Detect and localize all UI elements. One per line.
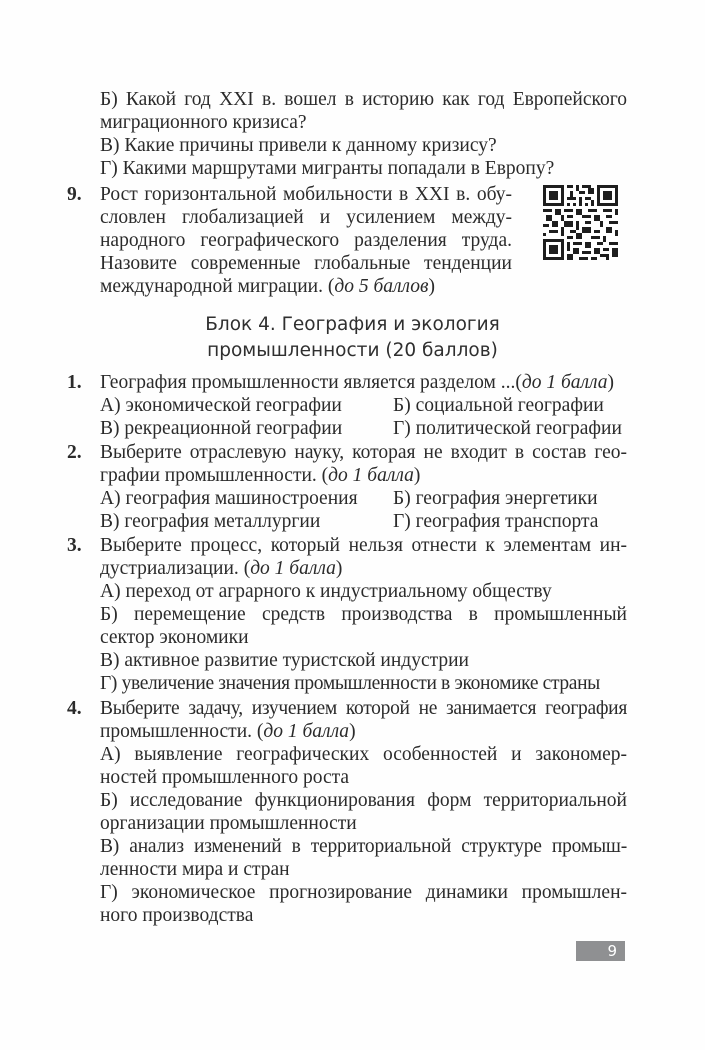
points-label: до 1 балла xyxy=(328,465,414,486)
option-b-cont: миграционного кризиса? xyxy=(100,112,307,133)
option-v: В) география металлургии xyxy=(100,511,321,532)
question-line: промышленности. (до 1 балла) xyxy=(100,721,356,742)
question-line-last: международной миграции. (до 5 баллов) xyxy=(100,276,435,297)
question-line: графии промышленности. (до 1 балла) xyxy=(100,465,421,486)
question-number: 9. xyxy=(67,184,82,205)
option-v: В) анализ изменений в территориальной структуре промыш- xyxy=(100,836,627,857)
option-g: Г) политической географии xyxy=(393,418,622,439)
question-line: Назовите современные глобальные тенденции xyxy=(100,253,512,274)
page-number: 9 xyxy=(576,941,625,961)
option-g-cont: ного производства xyxy=(100,905,254,926)
question-text-main: География промышленности является разделом ... xyxy=(100,372,516,393)
option-b: Б) Какой год XXI в. вошел в историю как год Европейского xyxy=(100,89,627,110)
question-body xyxy=(100,534,627,695)
section-heading-line1: Блок 4. География и экология xyxy=(205,314,500,335)
option-v: В) Какие причины привели к данному кризису? xyxy=(100,135,497,156)
section-heading-line2: промышленности (20 баллов) xyxy=(207,340,498,361)
options-row xyxy=(100,510,627,533)
question-body xyxy=(100,441,627,533)
question-line: словлен глобализацией и усилением между- xyxy=(100,207,512,228)
option-b-cont: организации промышленности xyxy=(100,813,357,834)
option-v: В) рекреационной географии xyxy=(100,418,343,439)
options-row xyxy=(100,394,627,417)
option-a: А) география машиностроения xyxy=(100,488,358,509)
question-line: Рост горизонтальной мобильности в XXI в. обу- xyxy=(100,184,512,205)
points-label: до 1 балла xyxy=(250,558,336,579)
option-b: Б) перемещение средств производства в промышленный xyxy=(100,604,627,625)
options-row xyxy=(100,417,627,440)
question-number: 1. xyxy=(67,372,82,393)
option-v-cont: ленности мира и стран xyxy=(100,859,290,880)
option-b-cont: сектор экономики xyxy=(100,627,249,648)
points-label: до 5 баллов xyxy=(334,276,429,297)
option-a: А) экономической географии xyxy=(100,395,342,416)
options-row xyxy=(100,487,627,510)
question-body xyxy=(100,697,627,927)
option-g: Г) география транспорта xyxy=(393,511,599,532)
option-g: Г) экономическое прогнозирование динамики промышлен- xyxy=(100,882,627,903)
question-body xyxy=(100,371,627,440)
qr-code-icon[interactable] xyxy=(543,185,618,260)
option-b: Б) география энергетики xyxy=(393,488,598,509)
option-a: А) выявление географических особенностей и закономер- xyxy=(100,744,627,765)
option-g: Г) увеличение значения промышленности в экономике страны xyxy=(100,673,600,694)
question-number: 4. xyxy=(67,698,82,719)
question-line: дустриализации. (до 1 балла) xyxy=(100,558,343,579)
question-text xyxy=(100,183,512,298)
question-text-end: международной миграции. xyxy=(100,276,323,297)
option-b: Б) исследование функционирования форм территориальной xyxy=(100,790,627,811)
points-label: до 1 балла xyxy=(263,721,350,742)
question-text-end: промышленности. xyxy=(100,721,253,742)
question-text-end: графии промышленности. xyxy=(100,465,317,486)
question-number: 3. xyxy=(67,535,82,556)
points-label: до 1 балла xyxy=(521,372,608,393)
question-number: 2. xyxy=(67,442,82,463)
section-heading xyxy=(0,312,705,364)
prev-question-options xyxy=(100,88,627,180)
question-text: География промышленности является разделом ...(до 1 балла) xyxy=(100,372,614,393)
option-a-cont: ностей промышленного роста xyxy=(100,767,350,788)
option-g: Г) Какими маршрутами мигранты попадали в Европу? xyxy=(100,158,555,179)
option-a: А) переход от аграрного к индустриальному обществу xyxy=(100,581,552,602)
question-line: Выберите задачу, изучением которой не занимается география xyxy=(100,698,627,719)
question-line: народного географического разделения труда. xyxy=(100,230,512,251)
option-v: В) активное развитие туристской индустрии xyxy=(100,650,469,671)
question-line: Выберите процесс, который нельзя отнести к элементам ин- xyxy=(100,535,627,556)
question-text-end: дустриализации. xyxy=(100,558,239,579)
option-b: Б) социальной географии xyxy=(393,395,604,416)
question-line: Выберите отраслевую науку, которая не входит в состав гео- xyxy=(100,442,627,463)
